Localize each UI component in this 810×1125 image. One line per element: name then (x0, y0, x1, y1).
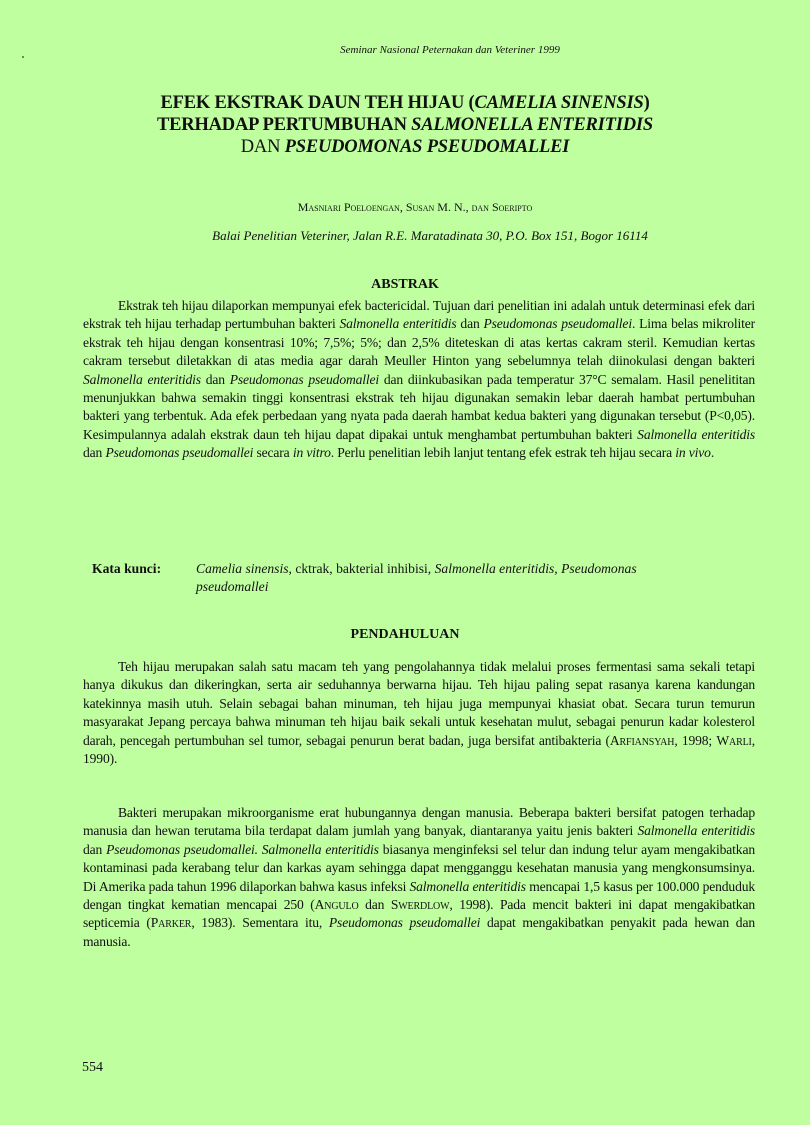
keywords-label: Kata kunci: (92, 561, 162, 576)
title-line-2: TERHADAP PERTUMBUHAN SALMONELLA ENTERITIDIS (157, 115, 653, 135)
keywords: Kata kunci: Camelia sinensis, cktrak, bakterial inhibisi, Salmonella enteritidis, Pseudomonas pseudomallei (92, 561, 637, 595)
intro-paragraph-2: Bakteri merupakan mikroorganisme erat hubungannya dengan manusia. Beberapa bakteri bersifat patogen terhadap manusia dan hewan terutama bila terdapat dalam jumlah yang banyak, diantaranya yaitu jenis bakteri Salmonella enteritidis dan Pseudomonas pseudomallei. Salmonella enteritidis biasanya menginfeksi sel telur dan indung telur ayam mengakibatkan kontaminasi pada kerabang telur dan karkas ayam sehingga dapat mengganggu kesehatan manusia yang mengkonsumsinya. Di Amerika pada tahun 1996 dilaporkan bahwa kasus infeksi Salmonella enteritidis mencapai 1,5 kasus per 100.000 penduduk dengan tingkat kematian mencapai 250 (Angulo dan Swerdlow, 1998). Pada mencit bakteri ini dapat mengakibatkan septicemia (Parker, 1983). Sementara itu, Pseudomonas pseudomallei dapat mengakibatkan penyakit pada hewan dan manusia. (83, 805, 756, 949)
title-line-1: EFEK EKSTRAK DAUN TEH HIJAU (CAMELIA SINENSIS) (160, 93, 650, 113)
running-header: Seminar Nasional Peternakan dan Veteriner 1999 (340, 44, 560, 56)
affiliation: Balai Penelitian Veteriner, Jalan R.E. Maratadinata 30, P.O. Box 151, Bogor 16114 (212, 228, 648, 243)
intro-heading: PENDAHULUAN (350, 627, 460, 642)
abstract-heading: ABSTRAK (371, 277, 439, 292)
keywords-value: Camelia sinensis, cktrak, bakterial inhibisi, Salmonella enteritidis, Pseudomonas (196, 561, 637, 576)
authors: Masniari Poeloengan, Susan M. N., dan Soeripto (297, 200, 533, 214)
abstract-body: Ekstrak teh hijau dilaporkan mempunyai efek bactericidal. Tujuan dari penelitian ini adalah untuk determinasi efek dari ekstrak teh hijau terhadap pertumbuhan bakteri Salmonella enteritidis dan Pseudomonas pseudomallei. Lima belas mikroliter ekstrak teh hijau dengan konsentrasi 10%; 7,5%; 5%; dan 2,5% diteteskan di atas kertas cakram steril. Kemudian kertas cakram tersebut diletakkan di atas media agar darah Meuller Hinton yang sebelumnya telah diinokulasi dengan bakteri Salmonella enteritidis dan Pseudomonas pseudomallei dan diinkubasikan pada temperatur 37°C semalam. Hasil penelititan menunjukkan bahwa semakin tinggi konsentrasi ekstrak teh hijau digunakan semakin lebar daerah hambat pertumbuhan bakteri yang terbentuk. Ada efek perbedaan yang nyata pada daerah hambat kedua bakteri yang digunakan tersebut (P<0,05). Kesimpulannya adalah ekstrak daun teh hijau dapat dipakai untuk menghambat pertumbuhan bakteri Salmonella enteritidis dan Pseudomonas pseudomallei secara in vitro. Perlu penelitian lebih lanjut tentang efek estrak teh hijau secara in vivo. (83, 298, 756, 461)
intro-paragraph-1: Teh hijau merupakan salah satu macam teh yang pengolahannya tidak melalui proses fermentasi sama sekali tetapi hanya dikukus dan dikeringkan, serta air seduhannya berwarna hijau. Teh hijau paling sepat rasanya karena kandungan katekinnya masih utuh. Selain sebagai bahan minuman, teh hijau juga mempunyai khasiat obat. Secara turun temurun masyarakat Jepang percaya bahwa minuman teh hijau baik sekali untuk kesehatan mulut, sebagai penurun kadar kolesterol darah, pencegah pertumbuhan sel tumor, sebagai penurun berat badan, juga bersifat antibakteria (Arfiansyah, 1998; Warli, 1990). (83, 659, 755, 767)
title-line-3: DAN PSEUDOMONAS PSEUDOMALLEI (240, 137, 570, 157)
page-number: 554 (82, 1060, 103, 1075)
scan-speck (22, 56, 24, 58)
paper-title (0, 92, 810, 158)
